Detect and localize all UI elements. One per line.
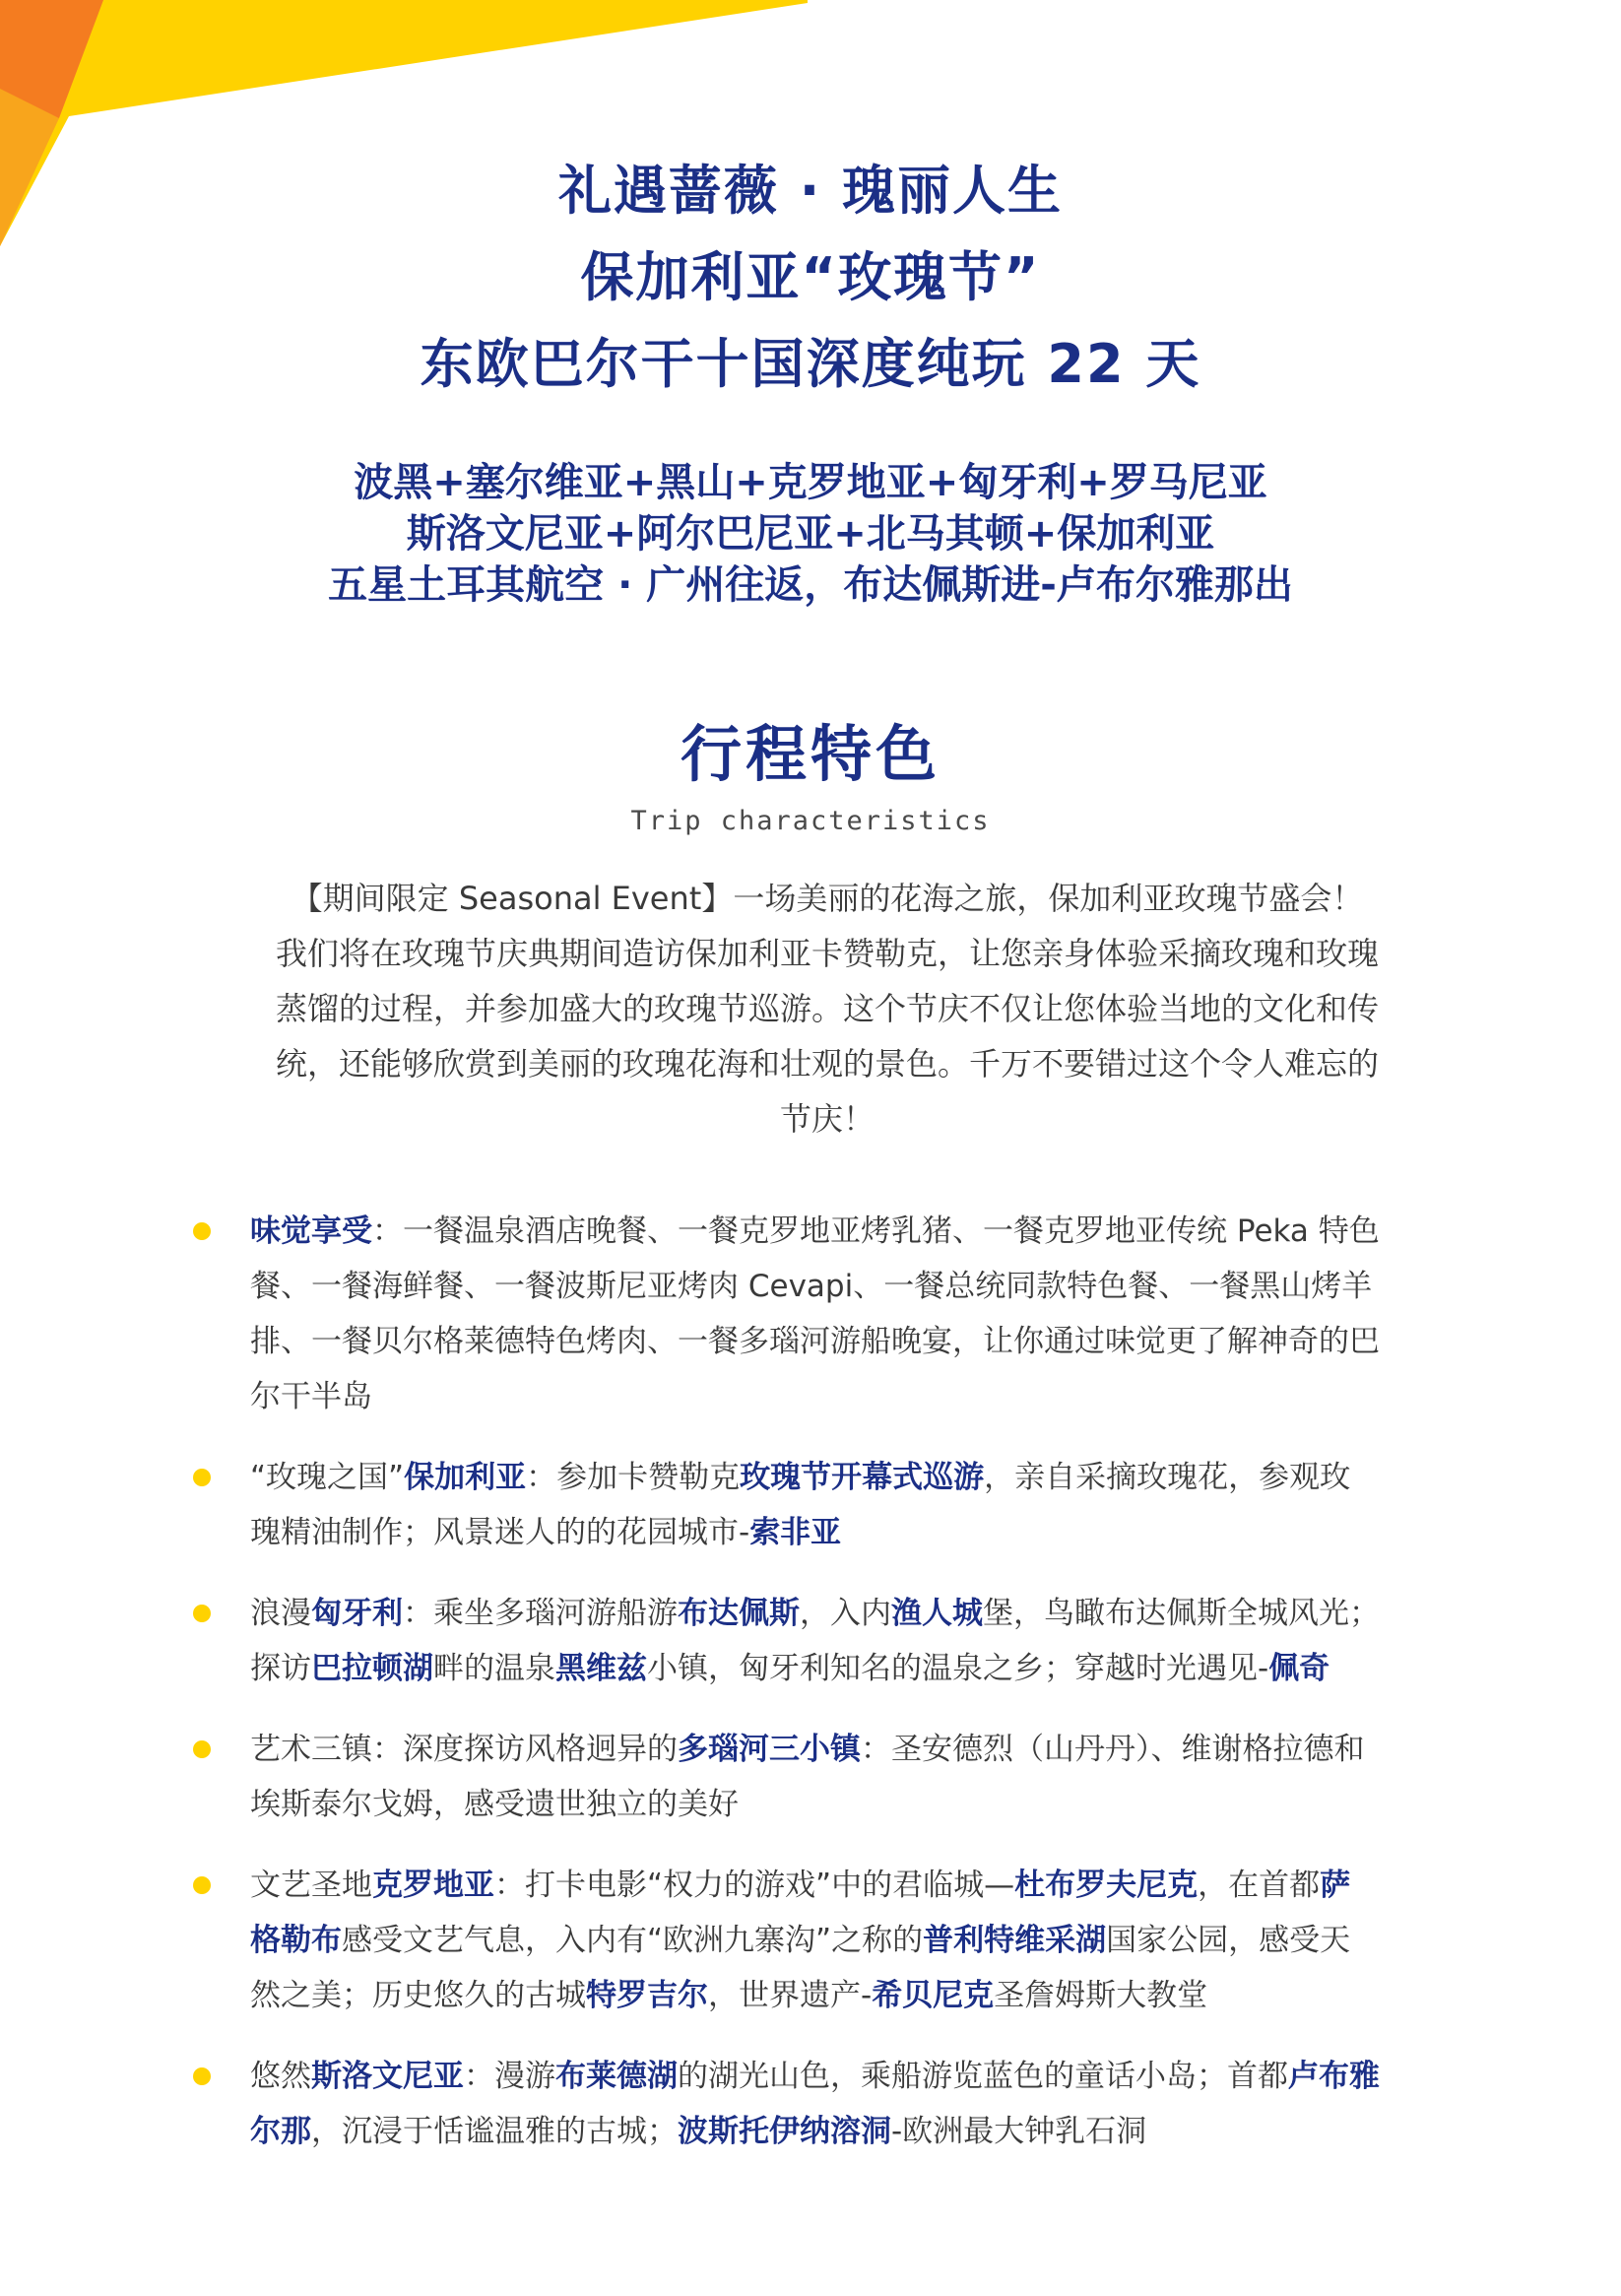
feature-line (250, 1369, 1477, 1424)
highlight-text: 特罗吉尔 (586, 1978, 708, 2013)
route-line: 五星土耳其航空 · 广州往返，布达佩斯进-卢布尔雅那出 (328, 562, 1293, 608)
bullet-icon (193, 1740, 211, 1758)
route-subtitle (0, 457, 1621, 611)
feature-text: 小镇，匈牙利知名的温泉之乡；穿越时光遇见- (647, 1651, 1269, 1686)
highlight-text: 味觉享受 (250, 1214, 372, 1249)
main-title-line: 礼遇蔷薇 · 瑰丽人生 (557, 160, 1064, 222)
feature-line (250, 1505, 1477, 1560)
highlight-text: 索非亚 (749, 1515, 842, 1550)
intro-line: 【期间限定 Seasonal Event】一场美丽的花海之旅，保加利亚玫瑰节盛会！ (291, 880, 1364, 917)
highlight-text: 克罗地亚 (372, 1868, 494, 1903)
bullet-icon (193, 1605, 211, 1622)
section-header (0, 715, 1621, 839)
main-title-line: 东欧巴尔干十国深度纯玩 22 天 (420, 333, 1201, 395)
highlight-text: 尔那 (250, 2114, 311, 2149)
intro-line: 蒸馏的过程，并参加盛大的玫瑰节巡游。这个节庆不仅让您体验当地的文化和传 (275, 990, 1379, 1027)
feature-text: 堡，鸟瞰布达佩斯全城风光； (983, 1596, 1380, 1631)
intro-paragraph (187, 871, 1467, 1147)
feature-text: 排、一餐贝尔格莱德特色烤肉、一餐多瑙河游船晚宴，让你通过味觉更了解神奇的巴 (250, 1324, 1380, 1359)
feature-text: ：圣安德烈（山丹丹）、维谢格拉德和 (861, 1732, 1365, 1767)
highlight-text: 布达佩斯 (678, 1596, 800, 1631)
feature-item (177, 1204, 1477, 1424)
feature-item (177, 1586, 1477, 1696)
feature-text: 浪漫 (250, 1596, 311, 1631)
feature-text: 文艺圣地 (250, 1868, 372, 1903)
feature-item (177, 1722, 1477, 1832)
feature-text: ：乘坐多瑙河游船游 (403, 1596, 678, 1631)
highlight-text: 萨 (1320, 1868, 1351, 1903)
bullet-icon (193, 1222, 211, 1240)
feature-text: ，世界遗产- (708, 1978, 873, 2013)
highlight-text: 玫瑰节开幕式巡游 (740, 1460, 985, 1495)
feature-line (250, 1913, 1477, 1968)
feature-text: ，在首都 (1198, 1868, 1321, 1903)
highlight-text: 布莱德湖 (555, 2059, 678, 2094)
main-title (0, 148, 1621, 408)
highlight-text: 希贝尼克 (872, 1978, 995, 2013)
route-line: 斯洛文尼亚+阿尔巴尼亚+北马其顿+保加利亚 (406, 511, 1215, 557)
route-line: 波黑+塞尔维亚+黑山+克罗地亚+匈牙利+罗马尼亚 (354, 460, 1267, 505)
feature-text: 感受文艺气息，入内有“欧洲九寨沟”之称的 (342, 1923, 924, 1958)
intro-line: 统，还能够欣赏到美丽的玫瑰花海和壮观的景色。千万不要错过这个令人难忘的 (275, 1045, 1379, 1082)
feature-item (177, 1450, 1477, 1560)
feature-list (177, 1204, 1477, 2159)
highlight-text: 佩奇 (1268, 1651, 1330, 1686)
bullet-icon (193, 1469, 211, 1486)
feature-text: “玫瑰之国” (250, 1460, 405, 1495)
feature-text: ：漫游 (464, 2059, 555, 2094)
feature-item (177, 2049, 1477, 2159)
highlight-text: 保加利亚 (404, 1460, 527, 1495)
feature-line (250, 2049, 1477, 2104)
feature-text: ，亲自采摘玫瑰花，参观玫 (984, 1460, 1351, 1495)
highlight-text: 多瑙河三小镇 (678, 1732, 861, 1767)
highlight-text: 黑维兹 (555, 1651, 647, 1686)
feature-text: -欧洲最大钟乳石洞 (891, 2114, 1147, 2149)
feature-text: ，沉浸于恬谧温雅的古城； (311, 2114, 678, 2149)
highlight-text: 斯洛文尼亚 (311, 2059, 464, 2094)
feature-text: 埃斯泰尔戈姆，感受遗世独立的美好 (250, 1787, 739, 1822)
feature-text: ：参加卡赞勒克 (526, 1460, 741, 1495)
intro-line: 节庆！ (779, 1100, 875, 1138)
feature-line (250, 2104, 1477, 2159)
highlight-text: 普利特维采湖 (923, 1923, 1107, 1958)
feature-text: 圣詹姆斯大教堂 (994, 1978, 1208, 2013)
feature-text: 尔干半岛 (250, 1379, 372, 1414)
main-title-line: 保加利亚“玫瑰节” (580, 246, 1041, 308)
highlight-text: 巴拉顿湖 (311, 1651, 433, 1686)
section-title: 行程特色 (680, 718, 940, 790)
feature-text: 艺术三镇：深度探访风格迥异的 (250, 1732, 678, 1767)
feature-line (250, 1450, 1477, 1505)
highlight-text: 渔人城 (891, 1596, 983, 1631)
highlight-text: 卢布雅 (1288, 2059, 1380, 2094)
feature-text: 国家公园，感受天 (1106, 1923, 1351, 1958)
feature-text: 探访 (250, 1651, 311, 1686)
feature-text: 悠然 (250, 2059, 311, 2094)
highlight-text: 格勒布 (250, 1923, 342, 1958)
feature-line (250, 1968, 1477, 2023)
feature-line (250, 1259, 1477, 1314)
feature-line (250, 1641, 1477, 1696)
feature-line (250, 1586, 1477, 1641)
feature-text: 然之美；历史悠久的古城 (250, 1978, 586, 2013)
feature-item (177, 1858, 1477, 2023)
bullet-icon (193, 1876, 211, 1894)
highlight-text: 波斯托伊纳溶洞 (678, 2114, 891, 2149)
feature-text: 餐、一餐海鲜餐、一餐波斯尼亚烤肉 Cevapi、一餐总统同款特色餐、一餐黑山烤羊 (250, 1269, 1373, 1304)
feature-text: ，入内 (800, 1596, 891, 1631)
intro-line: 我们将在玫瑰节庆典期间造访保加利亚卡赞勒克，让您亲身体验采摘玫瑰和玫瑰 (275, 935, 1379, 972)
feature-line (250, 1204, 1477, 1259)
feature-line (250, 1722, 1477, 1777)
highlight-text: 杜布罗夫尼克 (1014, 1868, 1199, 1903)
feature-text: 瑰精油制作；风景迷人的的花园城市- (250, 1515, 750, 1550)
feature-text: 的湖光山色，乘船游览蓝色的童话小岛；首都 (678, 2059, 1288, 2094)
feature-line (250, 1858, 1477, 1913)
feature-line (250, 1314, 1477, 1369)
feature-line (250, 1777, 1477, 1832)
feature-text: ：一餐温泉酒店晚餐、一餐克罗地亚烤乳猪、一餐克罗地亚传统 Peka 特色 (372, 1214, 1380, 1249)
highlight-text: 匈牙利 (311, 1596, 403, 1631)
feature-text: 畔的温泉 (433, 1651, 555, 1686)
feature-text: ：打卡电影“权力的游戏”中的君临城— (494, 1868, 1015, 1903)
section-subtitle: Trip characteristics (630, 806, 991, 836)
bullet-icon (193, 2067, 211, 2085)
